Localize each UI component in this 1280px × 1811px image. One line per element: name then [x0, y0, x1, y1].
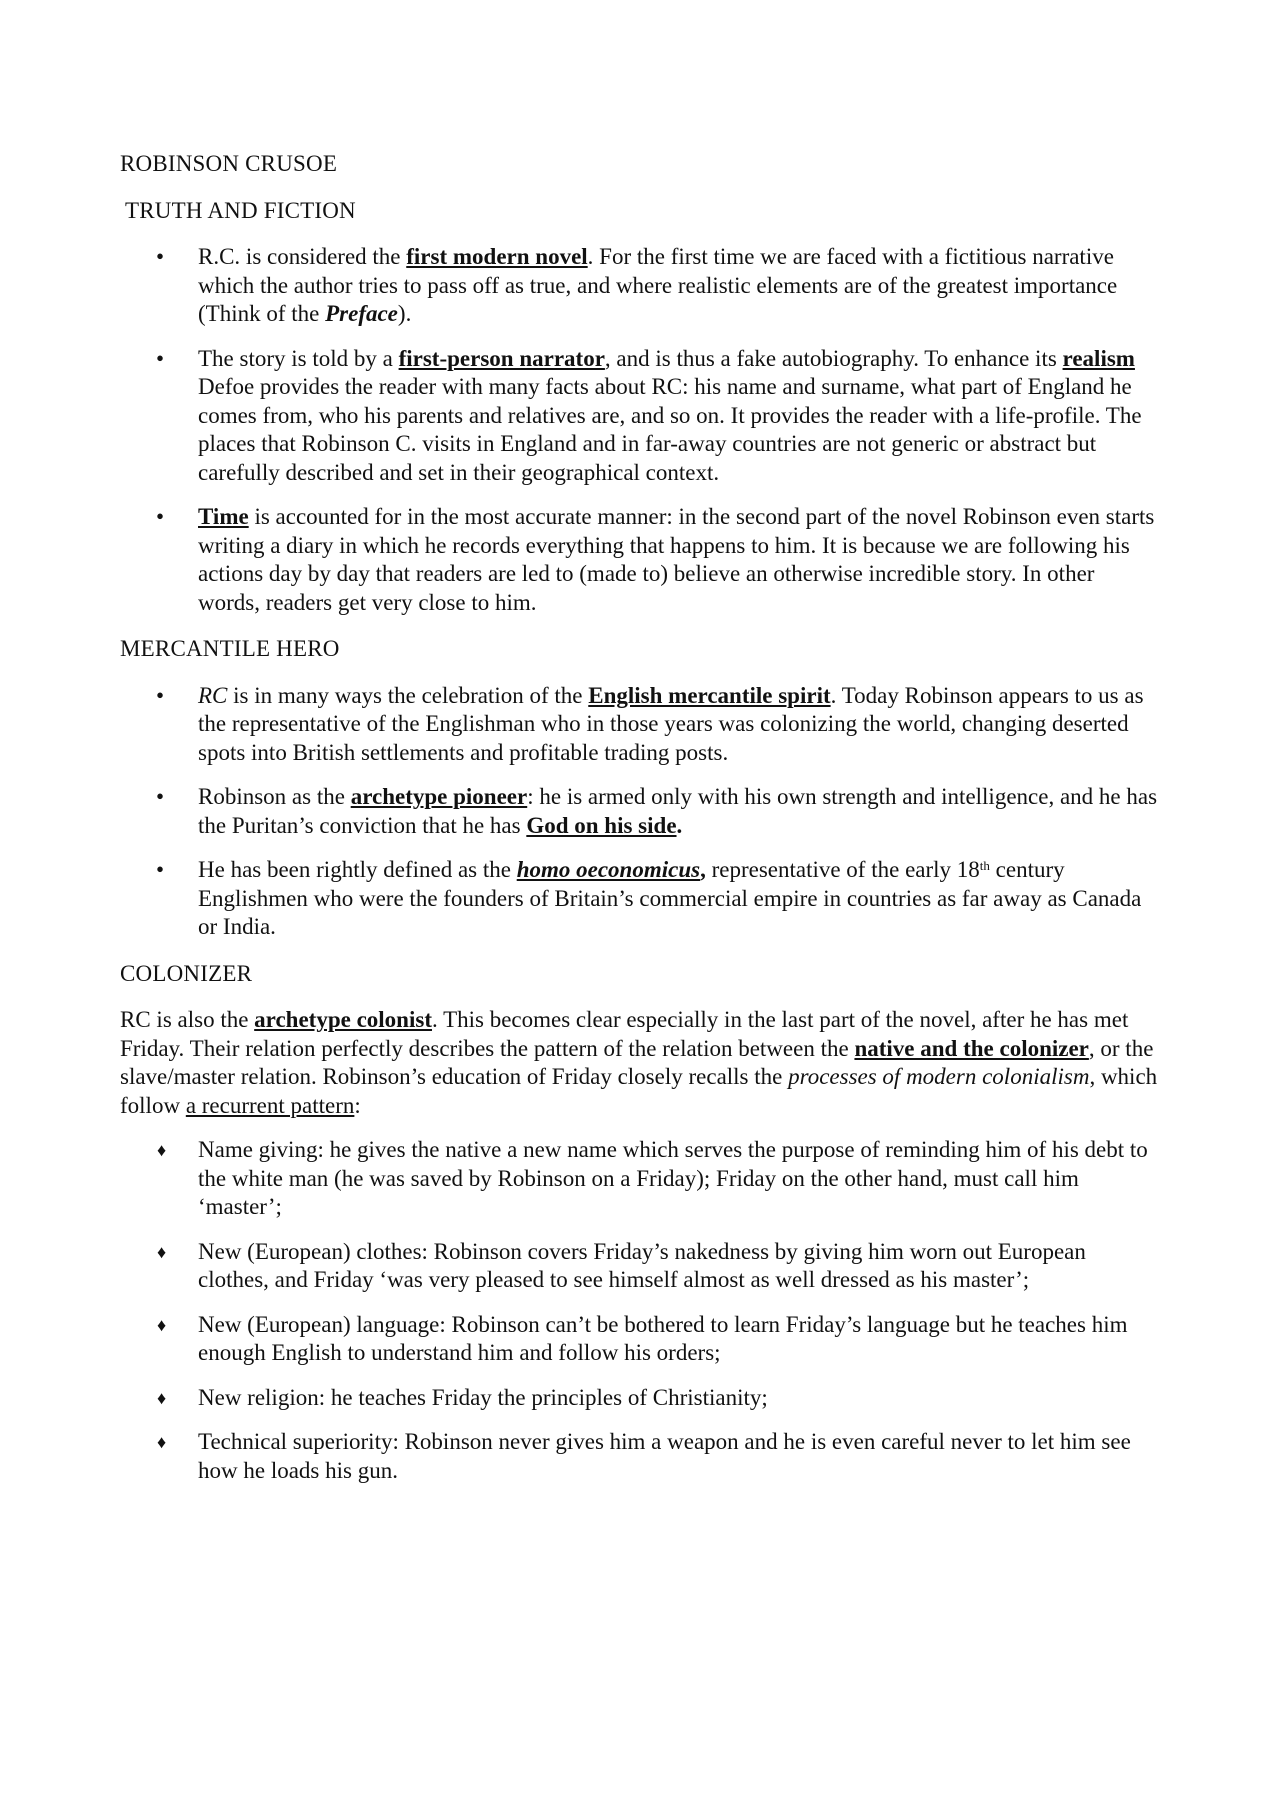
text-run: Robinson as the: [198, 784, 351, 809]
bullet-dot-icon: •: [156, 504, 165, 529]
text-run: is in many ways the celebration of the: [227, 682, 589, 708]
text-run: century Englishmen who were the founders of Britain’s commercial empire in countries as far away as Canada or India.: [198, 857, 1142, 939]
list-item: [120, 345, 1160, 488]
bullet-dot-icon: •: [156, 345, 165, 371]
list-item: [120, 1428, 1160, 1485]
list-item: [120, 503, 1160, 617]
list-item: [120, 682, 1160, 768]
emphasis-time: Time: [198, 504, 249, 529]
emphasis-realism: realism: [1062, 345, 1135, 371]
list-item: [120, 783, 1160, 840]
emphasis-archetype-colonist: archetype colonist: [254, 1007, 432, 1032]
document-body: [120, 150, 1160, 1501]
document-title: ROBINSON CRUSOE: [120, 151, 338, 176]
bullet-diamond-icon: ♦: [157, 1387, 167, 1408]
text-run: , and is thus a fake autobiography. To enhance its: [604, 345, 1063, 371]
bullet-diamond-icon: ♦: [157, 1314, 167, 1335]
italic-processes-of-modern-colonialism: processes of modern colonialism: [788, 1064, 1090, 1089]
superscript-th: th: [979, 858, 990, 873]
text-run: , or the slave/master relation. Robinson’s education of Friday closely recalls the: [120, 1035, 1154, 1089]
italic-rc: RC: [198, 682, 228, 708]
bullet-dot-icon: •: [156, 682, 165, 708]
text-run: The story is told by a: [198, 345, 399, 371]
emphasis-english-mercantile-spirit: English mercantile spirit: [588, 682, 831, 708]
text-run: R.C. is considered the: [198, 244, 407, 269]
colonizer-pattern-list: [120, 1136, 1160, 1485]
text-run: New (European) clothes: Robinson covers Friday’s nakedness by giving him worn out European clothes, and Friday ‘was very pleased to see himself almost as well dressed as his master’;: [198, 1238, 1086, 1292]
truth-fiction-list: [120, 243, 1160, 617]
emphasis-native-and-the-colonizer: native and the colonizer: [854, 1035, 1089, 1061]
underline-recurrent-pattern: a recurrent pattern: [185, 1092, 355, 1118]
text-run: New religion: he teaches Friday the principles of Christianity;: [198, 1384, 768, 1410]
bullet-diamond-icon: ♦: [157, 1241, 167, 1262]
text-run: :: [354, 1092, 361, 1118]
text-run: Name giving: he gives the native a new name which serves the purpose of reminding him of his debt to the white man (he was saved by Robinson on a Friday); Friday on the other hand, must call him ‘master’;: [198, 1137, 1148, 1219]
text-run: . This becomes clear especially in the last part of the novel, after he has met Friday. Their relation perfectly describes the pattern of the relation between the: [120, 1007, 1129, 1061]
text-run: , which follow: [120, 1064, 1158, 1118]
text-run: : he is armed only with his own strength and intelligence, and he has the Puritan’s conviction that he has: [198, 784, 1158, 838]
mercantile-hero-list: [120, 682, 1160, 942]
section-heading-colonizer: COLONIZER: [120, 960, 253, 986]
list-item: [120, 1238, 1160, 1295]
list-item: [120, 1311, 1160, 1368]
text-run: New (European) language: Robinson can’t be bothered to learn Friday’s language but he teaches him enough English to understand him and follow his orders;: [198, 1311, 1128, 1365]
emphasis-homo-oeconomicus: homo oeconomicus: [516, 857, 701, 882]
text-run: ).: [397, 301, 412, 326]
text-run: RC is also the: [120, 1007, 255, 1032]
emphasis-archetype-pioneer: archetype pioneer: [350, 784, 528, 809]
section-heading-mercantile-hero: MERCANTILE HERO: [120, 636, 340, 661]
text-run: . Today Robinson appears to us as the representative of the Englishman who in those years was colonizing the world, changing deserted spots into British settlements and profitable trading posts.: [198, 682, 1144, 765]
text-run: . For the first time we are faced with a fictitious narrative which the author tries to pass off as true, and where realistic elements are of the greatest importance (Think of the: [198, 244, 1118, 326]
text-run: is accounted for in the most accurate manner: in the second part of the novel Robinson even starts writing a diary in which he records everything that happens to him. It is because we are following his actions day by day that readers are led to (made to) believe an otherwise incredible story. In other words, readers get very close to him.: [198, 504, 1155, 615]
emphasis-first-modern-novel: first modern novel: [406, 244, 588, 269]
text-run: ,: [700, 857, 706, 882]
bullet-dot-icon: •: [156, 784, 165, 809]
text-run: representative of the early 18: [705, 857, 980, 882]
text-run: Defoe provides the reader with many facts about RC: his name and surname, what part of England he comes from, who his parents and relatives are, and so on. It provides the reader with a life-profile. The places that Robinson C. visits in England and in far-away countries are not generic or abstract but carefully described and set in their geographical context.: [198, 374, 1142, 485]
list-item: [120, 243, 1160, 329]
list-item: [120, 1384, 1160, 1413]
text-run: Technical superiority: Robinson never gives him a weapon and he is even careful never to let him see how he loads his gun.: [198, 1429, 1131, 1483]
colonizer-paragraph: [120, 1006, 1160, 1120]
text-run: He has been rightly defined as the: [198, 857, 517, 882]
list-item: [120, 1136, 1160, 1222]
emphasis-first-person-narrator: first-person narrator: [398, 345, 605, 371]
list-item: [120, 856, 1160, 942]
section-heading-truth-and-fiction: TRUTH AND FICTION: [125, 197, 356, 223]
emphasis-god-on-his-side: God on his side: [526, 812, 677, 838]
bullet-dot-icon: •: [156, 244, 165, 269]
text-run: .: [676, 812, 683, 838]
bullet-dot-icon: •: [156, 857, 165, 882]
bullet-diamond-icon: ♦: [157, 1140, 167, 1160]
emphasis-preface: Preface: [325, 301, 398, 326]
bullet-diamond-icon: ♦: [157, 1432, 167, 1452]
